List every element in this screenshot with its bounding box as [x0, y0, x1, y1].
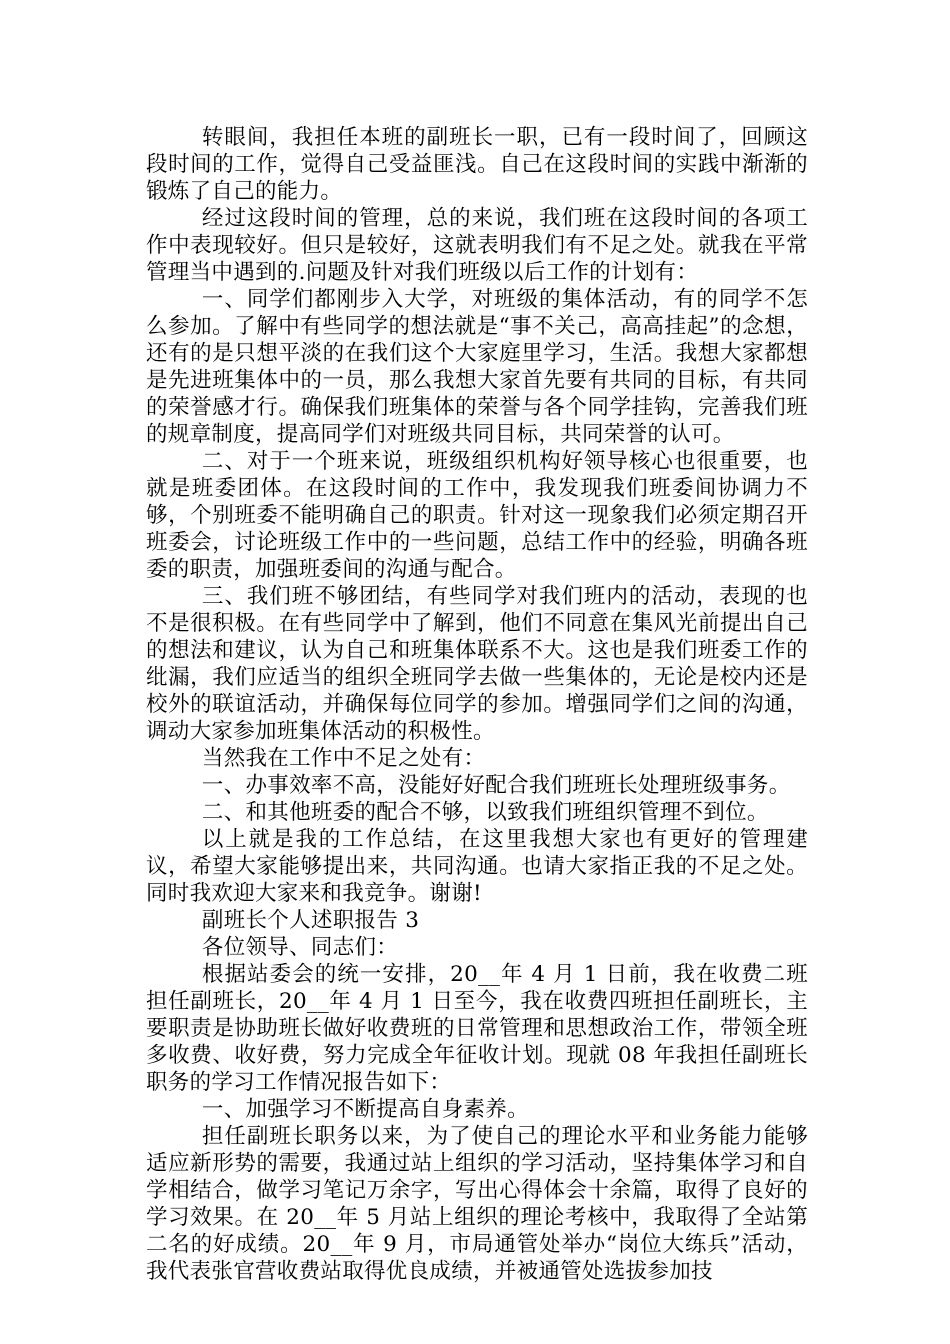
- paragraph-point-3: 三、我们班不够团结，有些同学对我们班内的活动，表现的也不是很积极。在有些同学中了解到，他们不同意在集风光前提出自己的想法和建议，认为自己和班集体联系不大。这也是我们班委工作的纰漏，我们应适当的组织全班同学去做一些集体的，无论是校内还是校外的联谊活动，并确保每位同学的参加。增强同学们之间的沟通，调动大家参加班集体活动的积极性。: [146, 584, 808, 744]
- document-body: [146, 124, 808, 1285]
- paragraph-intro: 转眼间，我担任本班的副班长一职，已有一段时间了，回顾这段时间的工作，觉得自己受益匪浅。自己在这段时间的实践中渐渐的锻炼了自己的能力。: [146, 125, 808, 204]
- paragraph-report-study: 担任副班长职务以来，为了使自己的理论水平和业务能力能够适应新形势的需要，我通过站上组织的学习活动，坚持集体学习和自学相结合，做学习笔记万余字，写出心得体会十余篇，取得了良好的学习效果。在 20__年 5 月站上组织的理论考核中，我取得了全站第二名的好成绩。20__年 9 月，市局通管处举办“岗位大练兵”活动，我代表张官营收费站取得优良成绩，并被通管处选拔参加技: [146, 1124, 808, 1284]
- paragraph-point-2: 二、对于一个班来说，班级组织机构好领导核心也很重要，也就是班委团体。在这段时间的工作中，我发现我们班委间协调力不够，个别班委不能明确自己的职责。针对这一现象我们必须定期召开班委会，讨论班级工作中的一些问题，总结工作中的经验，明确各班委的职责，加强班委间的沟通与配合。: [146, 449, 808, 582]
- paragraph-point-1: 一、同学们都刚步入大学，对班级的集体活动，有的同学不怎么参加。了解中有些同学的想法就是“事不关己，高高挂起”的念想，还有的是只想平淡的在我们这个大家庭里学习，生活。我想大家都想是先进班集体中的一员，那么我想大家首先要有共同的目标，有共同的荣誉感才行。确保我们班集体的荣誉与各个同学挂钩，完善我们班的规章制度，提高同学们对班级共同目标，共同荣誉的认可。: [146, 287, 808, 447]
- paragraph-shortcoming-2: 二、和其他班委的配合不够，以致我们班组织管理不到位。: [201, 800, 769, 825]
- paragraph-report-intro: 根据站委会的统一安排，20__年 4 月 1 日前，我在收费二班担任副班长，20__年 4 月 1 日至今，我在收费四班担任副班长，主要职责是协助班长做好收费班的日常管理和思想政治工作，带领全班多收费、收好费，努力完成全年征收计划。现就 08 年我担任副班长职务的学习工作情况报告如下：: [146, 962, 808, 1095]
- paragraph-report-heading-1: 一、加强学习不断提高自身素养。: [201, 1097, 529, 1122]
- paragraph-shortcomings-heading: 当然我在工作中不足之处有：: [201, 746, 486, 771]
- salutation: 各位领导、同志们：: [201, 935, 399, 960]
- paragraph-closing: 以上就是我的工作总结，在这里我想大家也有更好的管理建议，希望大家能够提出来，共同沟通。也请大家指正我的不足之处。同时我欢迎大家来和我竞争。谢谢!: [146, 827, 808, 906]
- paragraph-shortcoming-1: 一、办事效率不高，没能好好配合我们班班长处理班级事务。: [201, 773, 791, 798]
- paragraph-summary: 经过这段时间的管理，总的来说，我们班在这段时间的各项工作中表现较好。但只是较好，这就表明我们有不足之处。就我在平常管理当中遇到的.问题及针对我们班级以后工作的计划有：: [146, 206, 808, 285]
- section-title: 副班长个人述职报告 3: [201, 908, 420, 933]
